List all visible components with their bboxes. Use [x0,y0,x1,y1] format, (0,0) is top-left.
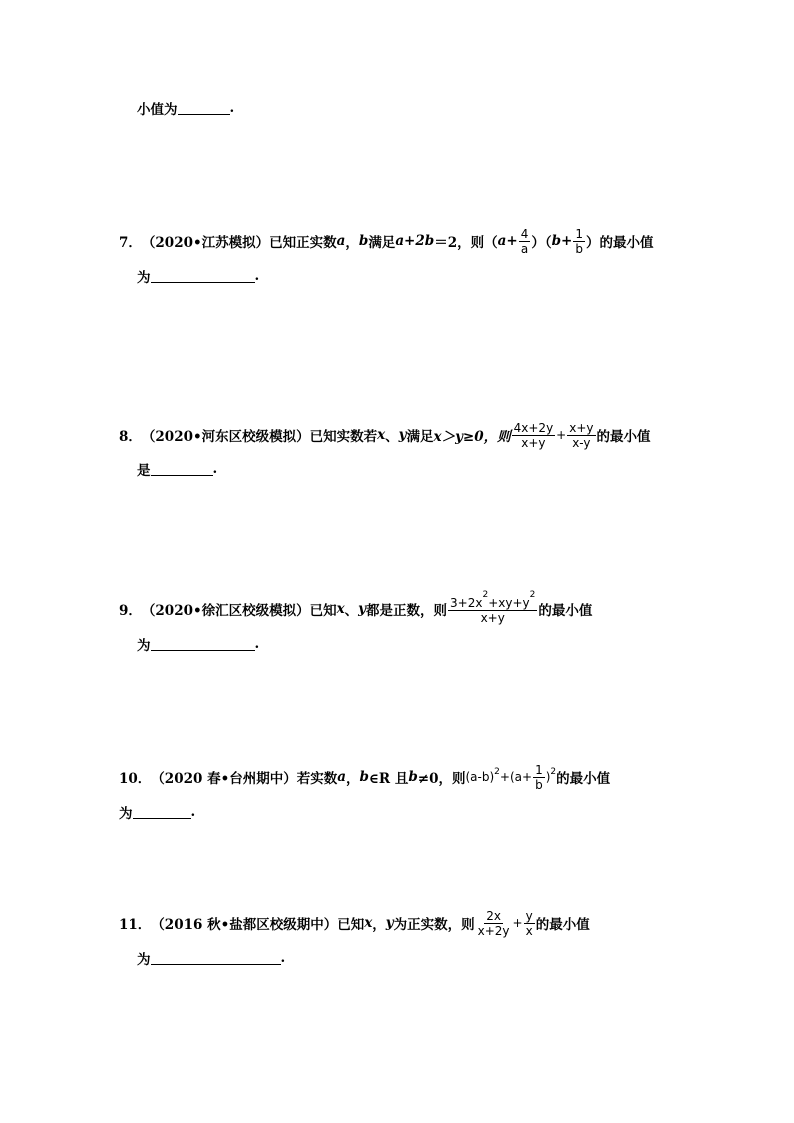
q9-num-sq1: 2 [482,590,489,600]
q7-comma: ， [345,235,359,251]
q11-source: （2016 秋•盐都区校级期中） [151,917,338,933]
q11-fraction-2 [524,909,535,938]
q7-fraction-2 [573,227,585,256]
question-11 [119,906,590,940]
q11-var-y: y [385,915,394,931]
answer-blank[interactable] [151,463,213,476]
q10-var-a: a [337,769,346,785]
q10-fraction [533,763,545,792]
q10-number: 10． [119,771,152,787]
q8-line2-text: 是 [137,463,151,479]
q8-var-x: x [377,427,386,443]
q7-fraction-1 [519,227,531,256]
q10-sq1: 2 [494,767,500,777]
q11-text2: 为正实数，则 [393,917,475,933]
q11-text1: 已知 [337,917,365,933]
q9-number: 9． [119,603,142,619]
q10-expr1: (a-b) [465,770,495,784]
q11-end: . [280,950,286,966]
q11-line2 [137,946,285,970]
q11-frac1-numerator: 2x [486,908,501,923]
q9-line2 [137,632,259,656]
q7-text2: 满足 [368,235,396,251]
q9-text2: 都是正数，则 [366,603,448,619]
question-9 [119,592,592,626]
q8-fraction-2 [567,421,595,450]
q7-plus2: + [561,233,573,249]
q8-plus: + [556,428,567,442]
q9-source: （2020•徐汇区校级模拟） [141,603,310,619]
q11-number: 11． [119,917,152,933]
q7-end: . [254,268,260,284]
q9-num-a: 3+2x [450,596,483,610]
q7-number: 7． [119,235,142,251]
q7-frac1-denominator: a [520,241,529,256]
q9-line2-text: 为 [137,638,151,654]
q10-text2: ∈R 且 [368,771,409,787]
q7-line2-text: 为 [137,270,151,286]
q10-tail: 的最小值 [556,771,611,787]
q7-var-b: b [358,233,369,249]
q10-comma: ， [345,771,360,787]
q10-source: （2020 春•台州期中） [151,771,297,787]
q7-mid: ）（ [531,235,552,251]
q11-frac2-numerator: y [525,908,533,923]
answer-blank[interactable] [133,806,191,819]
q7-source: （2020•江苏模拟） [141,235,270,251]
q8-fraction-1 [512,421,556,450]
q8-number: 8． [119,429,142,445]
answer-blank[interactable] [151,952,281,965]
q11-var-x: x [364,915,373,931]
q7-text1: 已知正实数 [269,235,337,251]
q7-var-a2: a [497,233,507,249]
q9-denominator: x+y [480,611,505,625]
question-7 [119,224,653,258]
q7-var-a: a [336,233,346,249]
q7-var-b2: b [551,233,562,249]
q8-source: （2020•河东区校级模拟） [141,429,310,445]
q8-text2: 满足 [406,429,434,445]
q10-text3: ≠0，则 [417,771,466,787]
q10-line2-text: 为 [119,806,133,822]
q11-fraction-1 [476,909,512,938]
q9-var-y: y [358,601,367,617]
q10-numerator: 1 [535,762,543,777]
answer-blank[interactable] [178,102,230,115]
q11-tail: 的最小值 [535,917,590,933]
q9-numerator [448,590,537,611]
q8-end: . [212,461,218,477]
q7-frac2-denominator: b [575,241,583,256]
q7-line2 [137,264,259,288]
q7-plus: + [506,233,518,249]
q8-sep: 、 [385,429,399,445]
q6-tail-line [137,96,234,120]
q7-close: ）的最小值 [585,235,654,251]
q8-line2 [137,457,217,481]
q10-line2 [119,800,195,824]
q8-inequality: x＞y≥0，则 [433,429,511,445]
question-8 [119,418,651,452]
q8-frac1-denominator: x+y [521,435,546,450]
q8-var-y: y [398,427,407,443]
q9-end: . [254,636,260,652]
q10-var-b: b [359,769,369,785]
q10-text1: 若实数 [296,771,338,787]
q11-frac2-denominator: x [525,923,533,938]
q9-tail: 的最小值 [538,603,593,619]
q9-text1: 已知 [309,603,337,619]
q11-comma: ， [372,917,386,933]
q10-expr2: +(a+ [499,770,533,784]
q7-condition: a+2b [395,233,435,249]
q7-frac1-numerator: 4 [520,226,529,241]
q10-denominator: b [535,777,543,792]
q11-line2-text: 为 [137,952,151,968]
q6-tail-text: 小值为 [137,102,178,118]
q9-fraction [448,590,537,625]
answer-blank[interactable] [151,638,255,651]
q8-frac2-numerator: x+y [569,420,594,435]
question-10 [119,760,610,794]
q11-plus: + [512,916,523,930]
q8-frac1-numerator: 4x+2y [513,420,554,435]
q8-tail: 的最小值 [596,429,651,445]
q8-frac2-denominator: x-y [572,435,591,450]
q7-frac2-numerator: 1 [575,226,583,241]
q10-expr3: ) [545,770,551,784]
q6-tail-end: . [229,100,235,116]
q9-num-b: +xy+y [488,596,530,610]
q10-sq2: 2 [550,767,557,777]
q8-text1: 已知实数若 [309,429,378,445]
q10-var-b2: b [408,769,418,785]
q9-var-x: x [336,601,345,617]
q9-sep: 、 [344,603,359,619]
q10-end: . [190,804,196,820]
answer-blank[interactable] [151,270,255,283]
q9-num-sq2: 2 [529,590,536,600]
q7-eq: ＝2，则（ [434,235,498,251]
q11-frac1-denominator: x+2y [477,923,510,938]
